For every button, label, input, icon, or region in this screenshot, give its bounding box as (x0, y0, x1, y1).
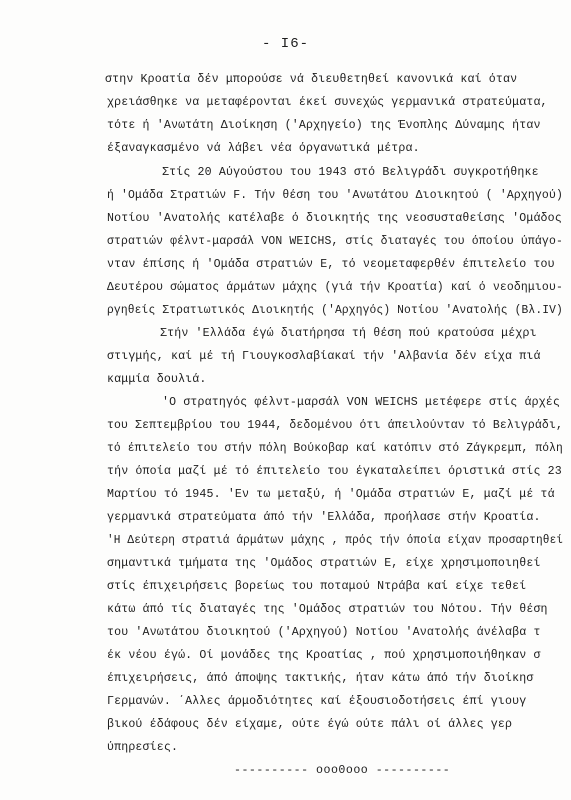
text-line-1: στην Κροατία δέν μπορούσε νά διευθετηθεί κανονικά καί όταν (105, 73, 518, 86)
text-line-29: βικού έδάφους δέν είχαμε, ούτε έγώ ούτε πάλι οί άλλες γερ (107, 718, 513, 731)
page-number: - I6- (261, 36, 309, 52)
text-line-22: σημαντικά τμήματα της 'Ομάδος στρατιών Ε, είχε χρησιμοποιηθεί (107, 557, 541, 570)
text-line-9: νταν έπίσης ή 'Ομάδα στρατιών Ε, τό νεομεταφερθέν έπιτελείο του (107, 258, 555, 271)
text-line-26: έκ νέου έγώ. Οί μονάδες της Κροατίας , πού χρησιμοποιήθηκαν σ (107, 649, 541, 662)
section-divider: ---------- ooo0ooo ---------- (234, 764, 451, 777)
text-line-16: του Σεπτεμβρίου του 1944, δεδομένου ότι άπειλούνταν τό Βελιγράδι, (107, 419, 563, 432)
text-line-21: 'Η Δεύτερη στρατιά άρμάτων μάχης , πρός τήν όποία είχαν προσαρτηθεί (107, 534, 564, 547)
text-line-10: Δευτέρου σώματος άρμάτων μάχης (γιά τήν Κροατία) καί ό νεοδημιου- (107, 281, 563, 294)
text-line-13: στιγμής, καί μέ τή Γιουγκοσλαβίακαί τήν 'Αλβανία δέν είχα πιά (107, 350, 541, 363)
text-line-12: Στήν 'Ελλάδα έγώ διατήρησα τή θέση πού κρατούσα μέχρι (160, 327, 537, 340)
text-line-6: ή 'Ομάδα Στρατιών F. Τήν θέση του 'Ανωτάτου Διοικητού ( 'Αρχηγού) (107, 189, 563, 202)
text-line-3: τότε ή 'Ανωτάτη Διοίκηση ('Αρχηγείο) της Ένοπλης Δύναμης ήταν (107, 119, 541, 132)
text-line-17: τό έπιτελείο του στήν πόλη Βούκοβαρ καί κατόπιν στό Ζάγκρεμπ, πόλη (107, 442, 563, 455)
text-line-14: καμμία δουλιά. (107, 373, 207, 386)
text-line-15: 'Ο στρατηγός φέλντ-μαρσάλ VON WEICHS μετέφερε στίς άρχές (162, 396, 561, 409)
text-line-25: του 'Ανωτάτου διοικητού ('Αρχηγού) Νοτίου 'Ανατολής άνέλαβα τ (107, 626, 541, 639)
text-line-28: Γερμανών. ΄Αλλες άρμοδιότητες καί έξουσιοδοτήσεις έπί γιουγ (107, 695, 527, 708)
text-line-24: κάτω άπό τίς διαταγές της 'Ομάδος στρατιών του Νότου. Τήν θέση (107, 603, 548, 616)
text-line-30: ύπηρεσίες. (107, 741, 179, 754)
text-line-2: χρειάσθηκε να μεταφέρονται έκεί συνεχώς γερμανικά στρατεύματα, (107, 96, 548, 109)
text-line-7: Νοτίου 'Ανατολής κατέλαβε ό διοικητής της νεοσυσταθείσης 'Ομάδος (107, 212, 562, 225)
text-line-23: στίς έπιχειρήσεις βορείως του ποταμού Ντράβα καί είχε τεθεί (107, 580, 527, 593)
text-line-19: Μαρτίου τό 1945. 'Εν τω μεταξύ, ή 'Ομάδα στρατιών Ε, μαζί μέ τά (107, 488, 555, 501)
text-line-27: έπιχειρήσεις, άπό άποψης τακτικής, ήταν κάτω άπό τήν διοίκησ (107, 672, 534, 685)
text-line-5: Στίς 20 Αύγούστου του 1943 στό Βελιγράδι συγκροτήθηκε (162, 166, 539, 179)
text-line-4: έξαναγκασμένο νά λάβει νέα όργανωτικά μέτρα. (107, 142, 420, 155)
text-line-20: γερμανικά στρατεύματα άπό τήν 'Ελλάδα, προήλασε στήν Κροατία. (107, 511, 541, 524)
text-line-11: ργηθείς Στρατιωτικός Διοικητής ('Αρχηγός) Νοτίου 'Ανατολής (Βλ.IV) (107, 304, 563, 317)
text-line-8: στρατιών φέλντ-μαρσάλ VON WEICHS, στίς διαταγές του όποίου ύπάγο- (107, 235, 563, 248)
text-line-18: τήν όποία μαζί μέ τό έπιτελείο του έγκαταλείπει όριστικά στίς 23 (107, 465, 562, 478)
